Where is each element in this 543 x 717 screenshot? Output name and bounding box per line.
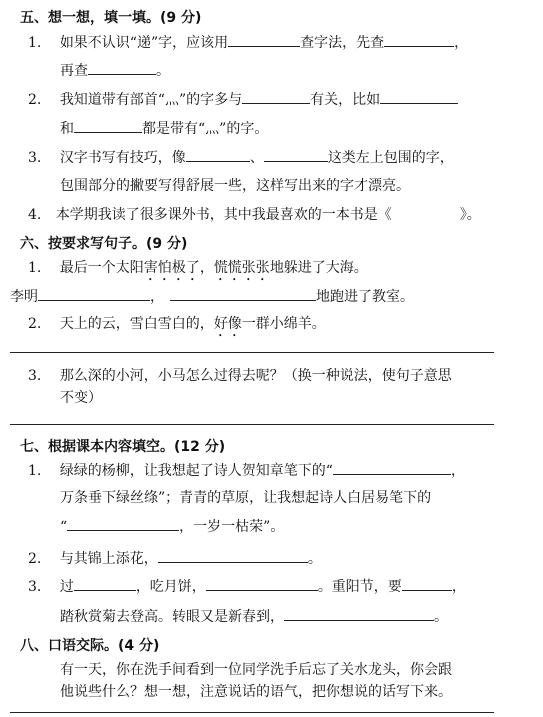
s6-q1-line2: 李明 ， 地跑进了教室。 bbox=[10, 286, 414, 307]
s5-q4: 4. 本学期我读了很多课外书，其中我最喜欢的一本书是《 》。 bbox=[28, 207, 481, 223]
answer-blank[interactable] bbox=[67, 516, 179, 531]
s7-q2: 2. 与其锦上添花， 。 bbox=[28, 548, 322, 569]
answer-blank[interactable] bbox=[74, 576, 136, 591]
answer-blank[interactable] bbox=[384, 32, 454, 47]
section-6-title: 六、按要求写句子。(9 分) bbox=[20, 236, 188, 252]
dotted-words: 慌慌张张 bbox=[213, 260, 270, 276]
q-number: 1. bbox=[28, 35, 42, 51]
answer-blank[interactable] bbox=[402, 576, 452, 591]
answer-blank[interactable] bbox=[264, 147, 328, 162]
s6-q3-line1: 3. 那么深的小河，小马怎么过得去呢？（换一种说法，使句子意思 bbox=[28, 368, 452, 384]
answer-line[interactable] bbox=[10, 352, 494, 353]
s5-q1-line2: 再查 。 bbox=[60, 60, 170, 81]
s7-q1-line1: 1. 绿绿的杨柳，让我想起了诗人贺知章笔下的“ ， bbox=[28, 460, 465, 481]
s5-q2-line1: 2. 我知道带有部首“灬”的字多与 有关，比如 bbox=[28, 89, 458, 110]
answer-blank[interactable] bbox=[228, 32, 300, 47]
s6-q2: 2. 天上的云，雪白雪白的，好像一群小绵羊。 bbox=[28, 316, 326, 332]
s6-q1-line1: 1. 最后一个太阳害怕极了，慌慌张张地躲进了大海。 bbox=[28, 260, 368, 276]
answer-blank[interactable] bbox=[380, 89, 458, 104]
s5-q3-line2: 包围部分的撇要写得舒展一些，这样写出来的字才漂亮。 bbox=[60, 178, 410, 194]
answer-blank[interactable] bbox=[242, 89, 310, 104]
answer-blank[interactable] bbox=[38, 286, 150, 301]
s6-q3-line2: 不变） bbox=[60, 390, 102, 406]
section-5-title: 五、想一想，填一填。(9 分) bbox=[20, 10, 202, 26]
answer-blank[interactable] bbox=[88, 60, 156, 75]
answer-blank[interactable] bbox=[170, 286, 316, 301]
s5-q2-line2: 和 都是带有“灬”的字。 bbox=[60, 118, 268, 139]
s8-paragraph-line2: 他说些什么？想一想，注意说话的语气，把你想说的话写下来。 bbox=[60, 684, 452, 700]
answer-blank[interactable] bbox=[186, 147, 250, 162]
answer-blank[interactable] bbox=[158, 548, 308, 563]
s7-q1-line2: 万条垂下绿丝绦”；青青的草原，让我想起诗人白居易笔下的 bbox=[60, 490, 432, 506]
s8-paragraph-line1: 有一天，你在洗手间看到一位同学洗手后忘了关水龙头，你会跟 bbox=[60, 662, 452, 678]
answer-blank[interactable] bbox=[74, 118, 142, 133]
section-8-title: 八、口语交际。(4 分) bbox=[20, 638, 160, 654]
s7-q3-line2: 踏秋赏菊去登高。转眼又是新春到， 。 bbox=[60, 606, 448, 627]
dotted-words: 好像 bbox=[213, 316, 242, 332]
answer-blank[interactable] bbox=[284, 606, 434, 621]
s7-q3-line1: 3. 过 ，吃月饼， 。重阳节，要 ， bbox=[28, 576, 466, 597]
s5-q1-line1: 1. 如果不认识“递”字，应该用 查字法，先查 ， bbox=[28, 32, 468, 53]
answer-line[interactable] bbox=[10, 424, 494, 425]
s7-q1-line3: “ ，一岁一枯荣”。 bbox=[60, 516, 284, 537]
answer-blank[interactable] bbox=[333, 460, 451, 475]
dotted-words: 害怕极了 bbox=[143, 260, 200, 276]
answer-line[interactable] bbox=[10, 712, 494, 713]
answer-blank[interactable] bbox=[206, 576, 318, 591]
s5-q3-line1: 3. 汉字书写有技巧，像 、 这类左上包围的字， bbox=[28, 147, 454, 168]
section-7-title: 七、根据课本内容填空。(12 分) bbox=[20, 439, 226, 455]
